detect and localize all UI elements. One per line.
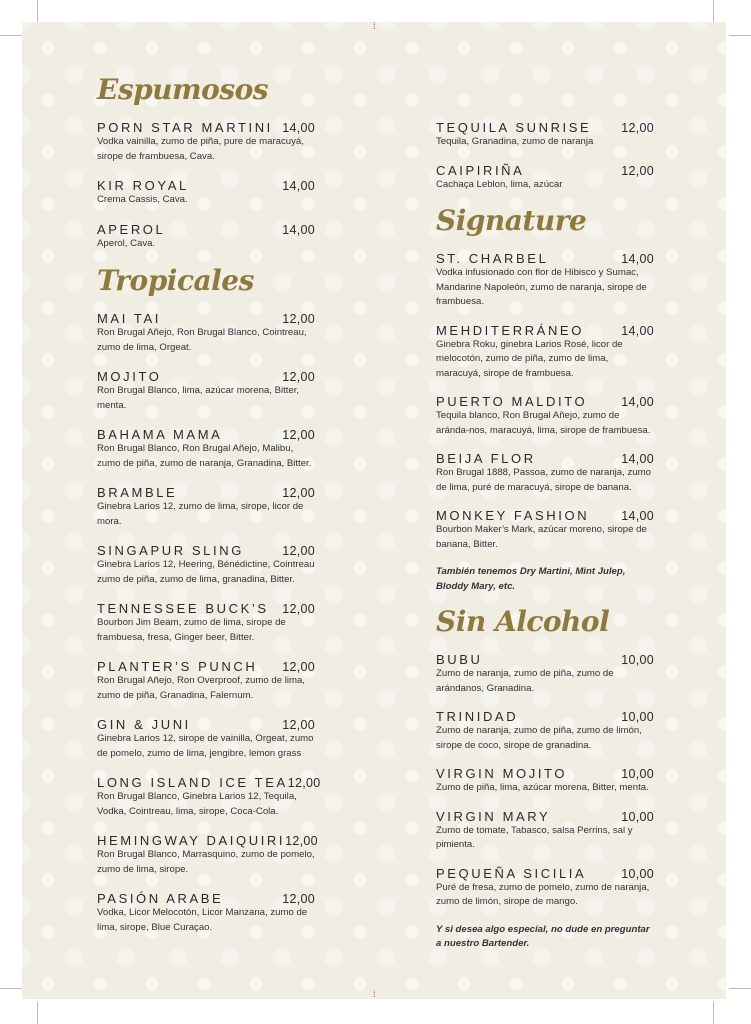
item-price: 12,00 <box>282 602 315 616</box>
item-header <box>97 311 315 326</box>
crop-mark <box>37 1002 38 1024</box>
item-name: SINGAPUR SLING <box>97 543 244 558</box>
item-header <box>436 508 654 523</box>
item-price: 12,00 <box>282 428 315 442</box>
item-header <box>436 451 654 466</box>
item-description: Crema Cassis, Cava. <box>97 194 188 205</box>
item-name: TENNESSEE BUCK’S <box>97 601 269 616</box>
item-name: VIRGIN MARY <box>436 808 551 824</box>
item-name: TEQUILA SUNRISE <box>436 120 592 135</box>
menu-item-st-charbel <box>436 251 654 310</box>
item-price: 12,00 <box>621 163 654 178</box>
menu-item-pasion-arabe <box>97 891 315 935</box>
menu-section <box>436 205 654 594</box>
item-price: 12,00 <box>282 660 315 674</box>
item-header <box>97 717 315 732</box>
item-price: 14,00 <box>282 121 315 135</box>
menu-item-tequila-sunrise <box>436 120 654 150</box>
menu-item-pequena-sicilia <box>436 866 654 910</box>
item-header <box>436 323 654 338</box>
item-name: APEROL <box>97 221 166 237</box>
crop-mark <box>0 35 22 36</box>
item-description: Aperol, Cava. <box>97 237 156 249</box>
item-name: MONKEY FASHION <box>436 508 590 523</box>
item-header <box>436 766 654 781</box>
item-name: KIR ROYAL <box>97 178 189 193</box>
item-header <box>436 163 654 178</box>
item-description: Bourbon Jim Beam, zumo de lima, sirope de frambuesa, fresa, Ginger beer, Bitter. <box>97 617 286 643</box>
item-name: PEQUEÑA SICILIA <box>436 865 587 881</box>
item-price: 12,00 <box>621 121 654 135</box>
item-header <box>436 394 654 409</box>
item-name: BEIJA FLOR <box>436 451 536 466</box>
item-name: ST. CHARBEL <box>436 251 549 266</box>
menu-item-tennessee-buck-s <box>97 601 315 645</box>
menu-section <box>436 606 654 952</box>
item-header <box>97 178 315 193</box>
menu-item-bubu <box>436 652 654 696</box>
item-description: Tequila blanco, Ron Brugal Añejo, zumo de aránda-nos, maracuyá, lima, sirope de frambuesa. <box>436 410 651 436</box>
menu-section <box>97 264 321 935</box>
item-name: HEMINGWAY DAIQUIRI <box>97 833 286 848</box>
item-header <box>436 251 654 266</box>
item-name: BAHAMA MAMA <box>97 427 223 442</box>
crop-mark <box>713 1002 714 1024</box>
menu-item-porn-star-martini <box>97 120 315 164</box>
item-price: 12,00 <box>282 718 315 732</box>
item-description: Vodka, Licor Melocotón, Licor Manzana, zumo de lima, sirope, Blue Curaçao. <box>97 907 308 933</box>
crop-mark <box>0 988 22 989</box>
item-header <box>97 891 315 906</box>
menu-item-puerto-maldito <box>436 394 654 438</box>
item-name: GIN & JUNI <box>97 717 191 732</box>
menu-item-caipirina <box>436 163 654 193</box>
item-price: 10,00 <box>621 809 654 824</box>
item-price: 14,00 <box>621 452 654 466</box>
left-column <box>97 73 321 949</box>
item-header <box>97 833 318 848</box>
item-price: 10,00 <box>621 710 654 724</box>
item-description: Ron Brugal Añejo, Ron Overproof, zumo de lima, zumo de piña, Granadina, Falernum. <box>97 675 305 701</box>
menu-section <box>436 120 654 192</box>
item-description: Ginebra Larios 12, Heering, Bénédictine, Cointreau zumo de piña, zumo de lima, granadina, Bitter. <box>97 559 315 585</box>
menu-item-monkey-fashion <box>436 508 654 552</box>
crop-mark <box>37 0 38 22</box>
item-price: 14,00 <box>621 395 654 409</box>
section-note: También tenemos Dry Martini, Mint Julep, Bloddy Mary, etc. <box>436 566 626 592</box>
item-description: Zumo de tomate, Tabasco, salsa Perrins, sal y pimienta. <box>436 824 633 850</box>
item-price: 12,00 <box>282 370 315 384</box>
item-header <box>436 652 654 667</box>
item-price: 12,00 <box>282 312 315 326</box>
section-title: Espumosos <box>97 73 269 106</box>
menu-item-planter-s-punch <box>97 659 315 703</box>
item-name: MEHDITERRÁNEO <box>436 322 584 338</box>
item-description: Ron Brugal Blanco, Ron Brugal Añejo, Malibu, zumo de piña, zumo de naranja, Granadina, Bitter. <box>97 443 312 469</box>
item-name: MOJITO <box>97 369 162 384</box>
item-header <box>97 659 315 674</box>
item-price: 12,00 <box>282 544 315 558</box>
item-price: 10,00 <box>621 767 654 781</box>
item-header <box>97 485 315 500</box>
item-header <box>97 543 315 558</box>
menu-item-trinidad <box>436 709 654 753</box>
item-price: 12,00 <box>285 834 318 848</box>
crop-mark <box>729 988 751 989</box>
item-description: Ron Brugal 1888, Passoa, zumo de naranja, zumo de lima, puré de maracuyá, sirope de banana. <box>436 467 651 493</box>
menu-item-kir-royal <box>97 178 315 208</box>
menu-item-singapur-sling <box>97 543 315 587</box>
item-price: 14,00 <box>621 252 654 266</box>
menu-item-long-island-ice-tea <box>97 775 321 819</box>
item-description: Ron Brugal Blanco, Marrasquino, zumo de pomelo, zumo de lima, sirope. <box>97 849 315 875</box>
item-header <box>436 809 654 824</box>
item-price: 12,00 <box>282 892 315 906</box>
menu-item-mehditerraneo <box>436 323 654 382</box>
section-title: Tropicales <box>97 264 254 297</box>
menu-item-virgin-mojito <box>436 766 654 796</box>
menu-item-mai-tai <box>97 311 315 355</box>
crop-mark <box>729 35 751 36</box>
item-description: Vodka infusionado con flor de Hibisco y Sumac, Mandarine Napoleón, zumo de naranja, sirope de frambuesa. <box>436 267 647 307</box>
item-description: Ginebra Roku, ginebra Larios Rosé, licor de melocotón, zumo de piña, zumo de lima, maracuyá, sirope de frambuesa. <box>436 338 623 379</box>
item-description: Tequila, Granadina, zumo de naranja <box>436 136 594 147</box>
item-description: Zumo de piña, lima, azúcar morena, Bitter, menta. <box>436 782 649 793</box>
menu-item-mojito <box>97 369 315 413</box>
item-header <box>97 369 315 384</box>
section-title: Sin Alcohol <box>436 605 610 638</box>
item-name: PLANTER’S PUNCH <box>97 659 258 674</box>
item-price: 14,00 <box>621 509 654 523</box>
item-description: Zumo de naranja, zumo de piña, zumo de arándanos, Granadina. <box>436 668 614 694</box>
item-description: Ron Brugal Blanco, lima, azúcar morena, Bitter, menta. <box>97 385 300 411</box>
item-description: Vodka vainilla, zumo de piña, pure de maracuyá, sirope de frambuesa, Cava. <box>97 136 304 162</box>
registration-mark: ⁞ <box>373 989 376 999</box>
section-note: Y si desea algo especial, no dude en preguntar a nuestro Bartender. <box>436 923 650 949</box>
item-name: BUBU <box>436 652 483 667</box>
item-name: TRINIDAD <box>436 709 519 724</box>
item-name: PUERTO MALDITO <box>436 394 588 409</box>
item-description: Cachaça Leblon, lima, azúcar <box>436 178 563 190</box>
menu-item-bramble <box>97 485 315 529</box>
item-price: 14,00 <box>282 222 315 237</box>
item-name: CAIPIRIÑA <box>436 162 525 178</box>
item-price: 10,00 <box>621 866 654 881</box>
item-description: Ginebra Larios 12, sirope de vainilla, Orgeat, zumo de pomelo, zumo de lima, jengibre, lemon grass <box>97 733 314 759</box>
item-header <box>436 709 654 724</box>
item-description: Bourbon Maker’s Mark, azúcar moreno, sirope de banana, Bitter. <box>436 524 647 550</box>
item-description: Ginebra Larios 12, zumo de lima, sirope, licor de mora. <box>97 501 304 527</box>
item-name: MAI TAI <box>97 311 161 326</box>
menu-item-hemingway-daiquiri <box>97 833 318 877</box>
right-column <box>436 120 654 964</box>
item-name: LONG ISLAND ICE TEA <box>97 775 288 790</box>
item-header <box>436 120 654 135</box>
item-name: BRAMBLE <box>97 485 178 500</box>
item-price: 10,00 <box>621 653 654 667</box>
item-header <box>97 120 315 135</box>
item-header <box>97 427 315 442</box>
item-price: 14,00 <box>621 323 654 338</box>
item-name: PASIÓN ARABE <box>97 891 224 906</box>
menu-item-gin-juni <box>97 717 315 761</box>
item-header <box>97 222 315 237</box>
item-description: Zumo de naranja, zumo de piña, zumo de limón, sirope de coco, sirope de granadina. <box>436 725 642 751</box>
menu-item-virgin-mary <box>436 809 654 853</box>
menu-section <box>97 74 315 251</box>
menu-item-bahama-mama <box>97 427 315 471</box>
item-name: PORN STAR MARTINI <box>97 120 273 135</box>
menu-item-beija-flor <box>436 451 654 495</box>
item-description: Puré de fresa, zumo de pomelo, zumo de naranja, zumo de limón, sirope de mango. <box>436 881 650 907</box>
item-header <box>97 601 315 616</box>
crop-mark <box>713 0 714 22</box>
item-header <box>436 866 654 881</box>
item-name: VIRGIN MOJITO <box>436 766 568 781</box>
item-description: Ron Brugal Añejo, Ron Brugal Blanco, Cointreau, zumo de lima, Orgeat. <box>97 327 307 353</box>
item-price: 12,00 <box>282 486 315 500</box>
menu-item-aperol <box>97 222 315 252</box>
item-price: 12,00 <box>287 776 321 790</box>
item-price: 14,00 <box>282 179 315 193</box>
section-title: Signature <box>436 204 587 237</box>
item-header <box>97 775 321 790</box>
registration-mark: ⁞ <box>373 21 376 31</box>
item-description: Ron Brugal Blanco, Ginebra Larios 12, Tequila, Vodka, Cointreau, lima, sirope, Coca-Cola. <box>97 791 297 817</box>
